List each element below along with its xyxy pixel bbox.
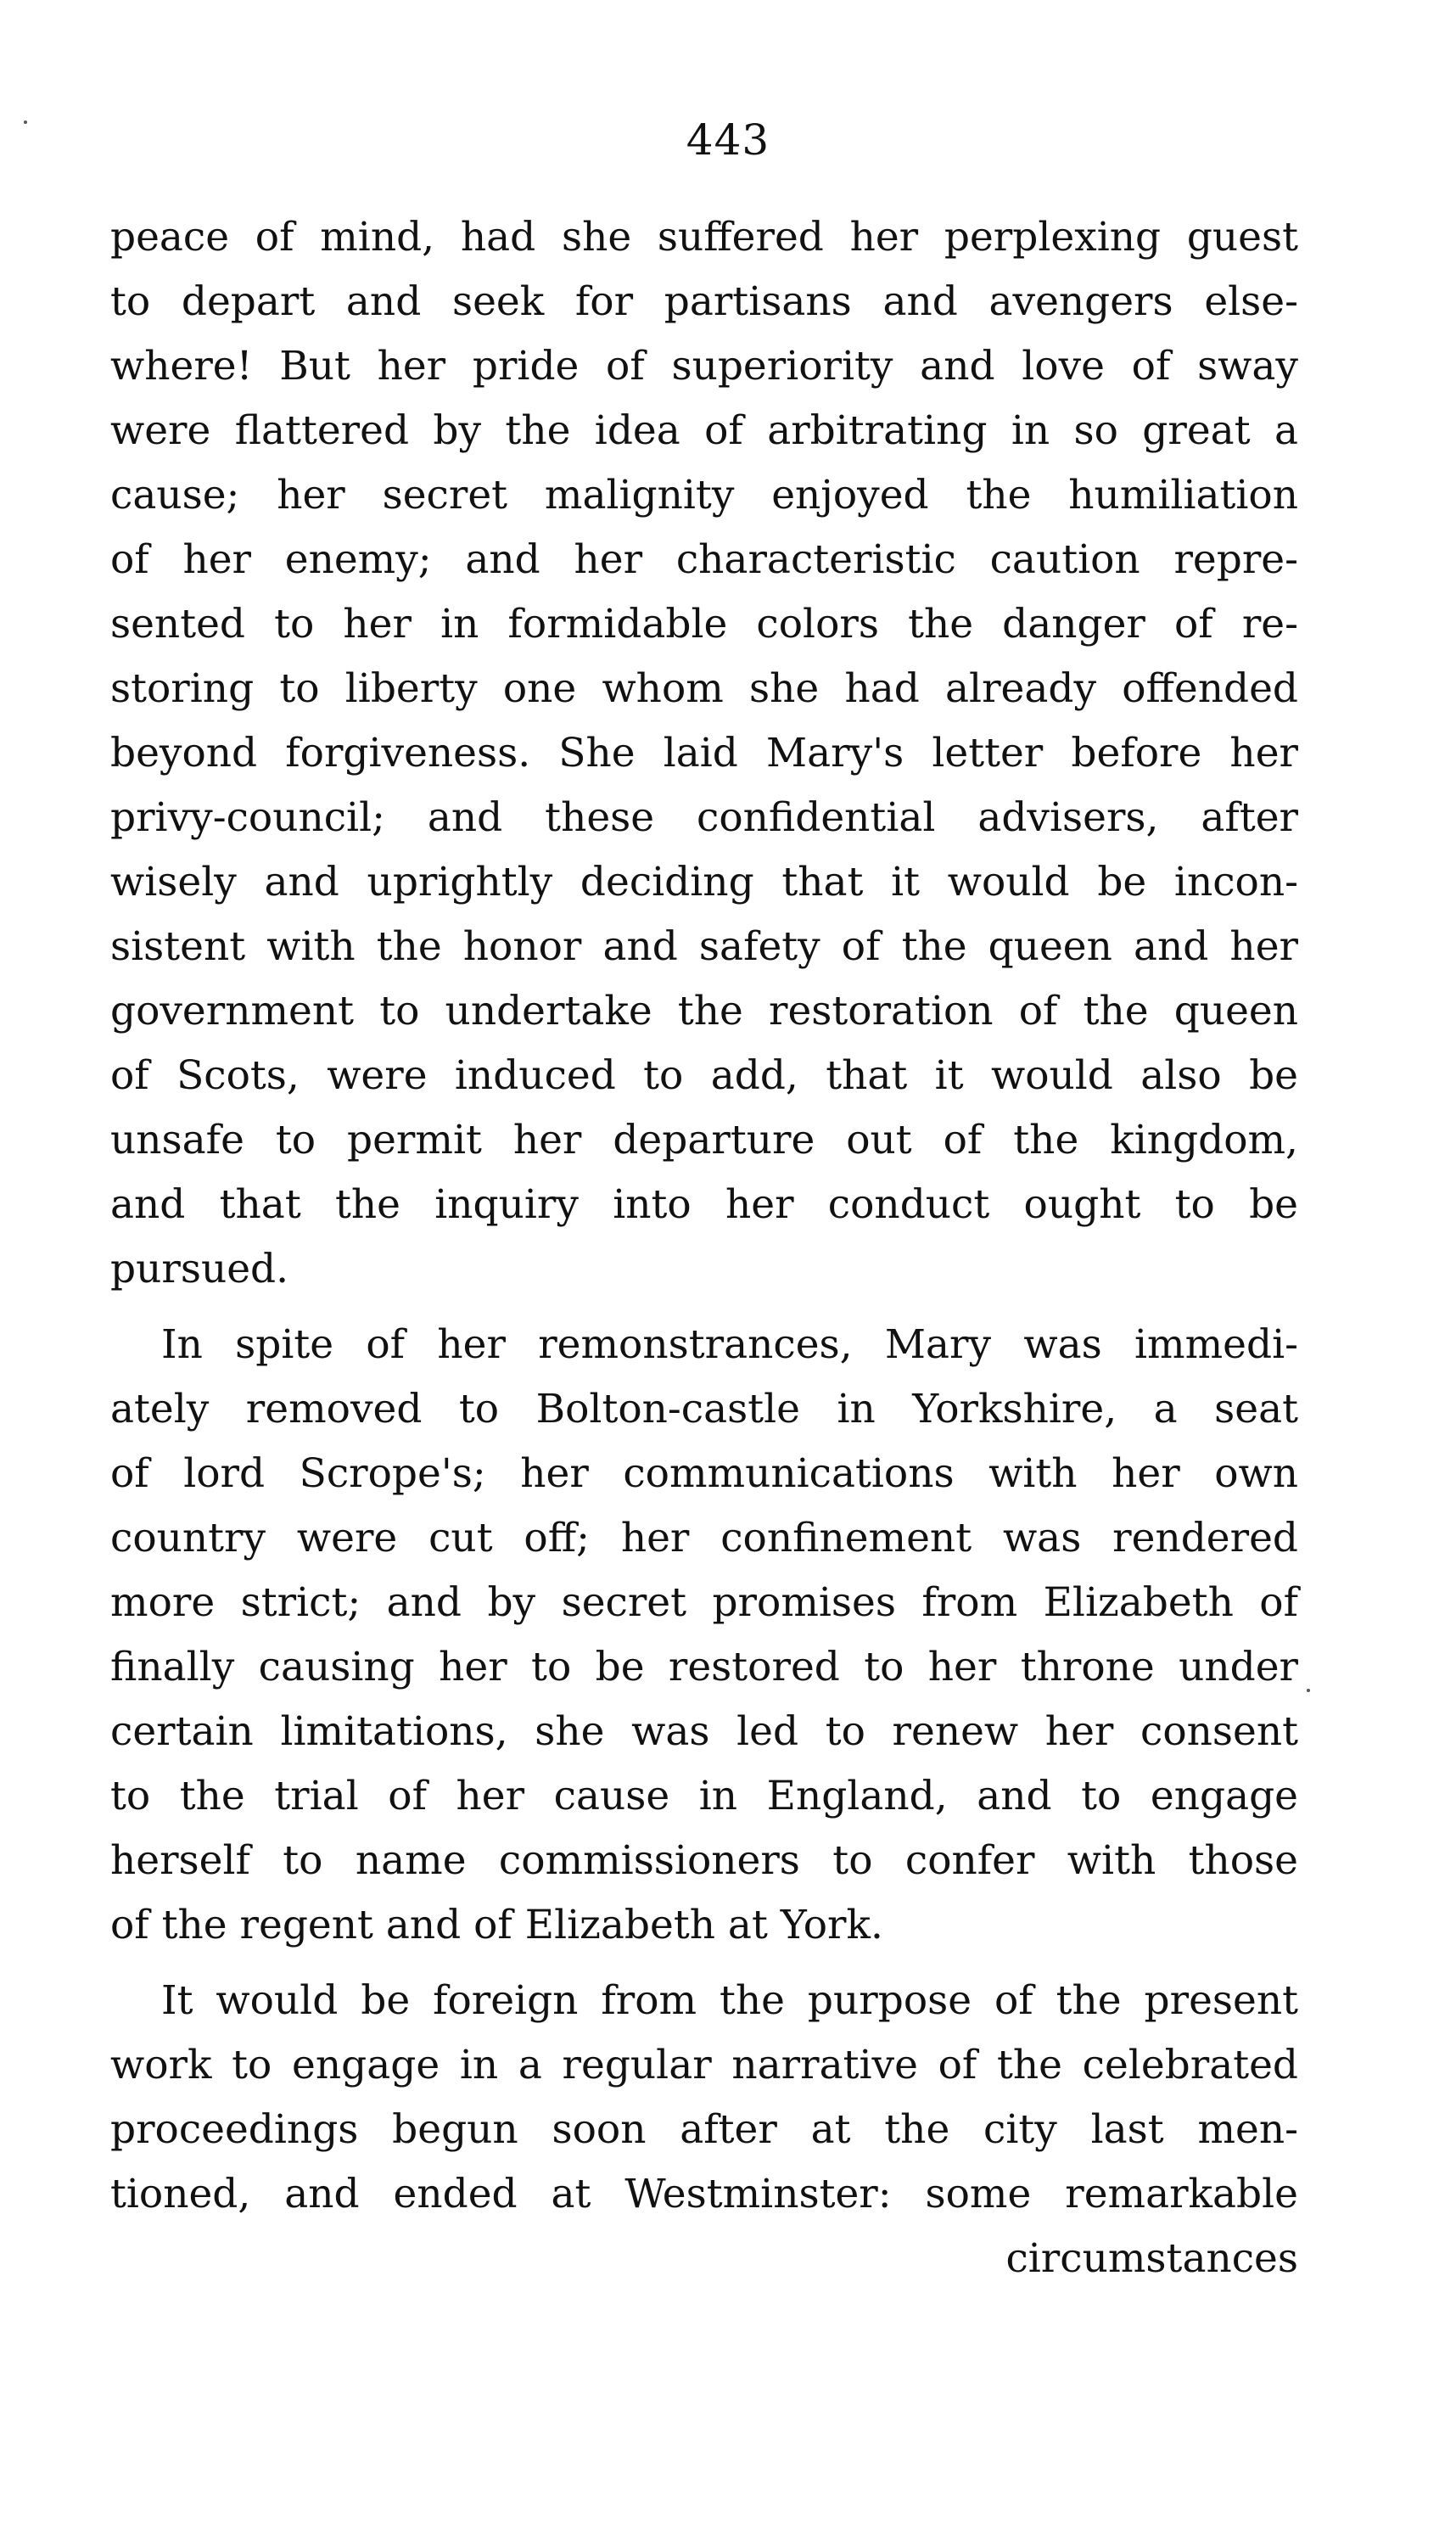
text-line: more strict; and by secret promises from Elizabeth of [110, 1579, 1298, 1626]
text-line: beyond forgiveness. She laid Mary's letter before her [110, 730, 1298, 776]
text-line: certain limitations, she was led to renew her consent [110, 1708, 1298, 1755]
ink-speck [1307, 1689, 1310, 1692]
text-line: to the trial of her cause in England, and to engage [110, 1773, 1298, 1819]
text-line-indented: In spite of her remonstrances, Mary was immedi- [161, 1321, 1298, 1368]
text-line: of lord Scrope's; her communications with her own [110, 1450, 1298, 1497]
ink-speck [24, 121, 27, 124]
paragraph-3 [110, 1969, 1298, 2227]
text-line-last: pursued. [110, 1246, 289, 1292]
text-line-indented: It would be foreign from the purpose of the present [161, 1977, 1298, 2024]
body-text [110, 205, 1298, 2291]
text-line: country were cut off; her confinement was rendered [110, 1515, 1298, 1561]
text-line: tioned, and ended at Westminster: some remarkable [110, 2171, 1298, 2217]
text-line: ately removed to Bolton-castle in Yorkshire, a seat [110, 1386, 1298, 1432]
text-line: work to engage in a regular narrative of the celebrated [110, 2042, 1298, 2088]
text-line: to depart and seek for partisans and avengers else- [110, 278, 1298, 325]
catchword: circumstances [1005, 2235, 1298, 2282]
text-line: cause; her secret malignity enjoyed the humiliation [110, 472, 1298, 518]
text-line: sented to her in formidable colors the danger of re- [110, 601, 1298, 647]
text-line: herself to name commissioners to confer with those [110, 1837, 1298, 1884]
page-number: 443 [686, 115, 770, 165]
text-line: where! But her pride of superiority and love of sway [110, 343, 1298, 390]
text-line: of Scots, were induced to add, that it would also be [110, 1052, 1298, 1099]
paragraph-1 [110, 205, 1298, 1302]
text-line: government to undertake the restoration of the queen [110, 988, 1298, 1034]
text-line: finally causing her to be restored to her throne under [110, 1644, 1298, 1690]
text-line: privy-council; and these confidential advisers, after [110, 794, 1298, 841]
text-line: were flattered by the idea of arbitrating in so great a [110, 407, 1298, 454]
text-line-last: of the regent and of Elizabeth at York. [110, 1902, 883, 1948]
text-line: storing to liberty one whom she had already offended [110, 665, 1298, 712]
paragraph-2 [110, 1313, 1298, 1958]
text-line: sistent with the honor and safety of the queen and her [110, 923, 1298, 970]
text-line: and that the inquiry into her conduct ought to be [110, 1181, 1298, 1228]
text-line: peace of mind, had she suffered her perplexing guest [110, 214, 1298, 261]
text-line: of her enemy; and her characteristic caution repre- [110, 536, 1298, 583]
text-line: proceedings begun soon after at the city last men- [110, 2106, 1298, 2153]
text-line: wisely and uprightly deciding that it would be incon- [110, 859, 1298, 905]
text-line: unsafe to permit her departure out of the kingdom, [110, 1117, 1298, 1163]
